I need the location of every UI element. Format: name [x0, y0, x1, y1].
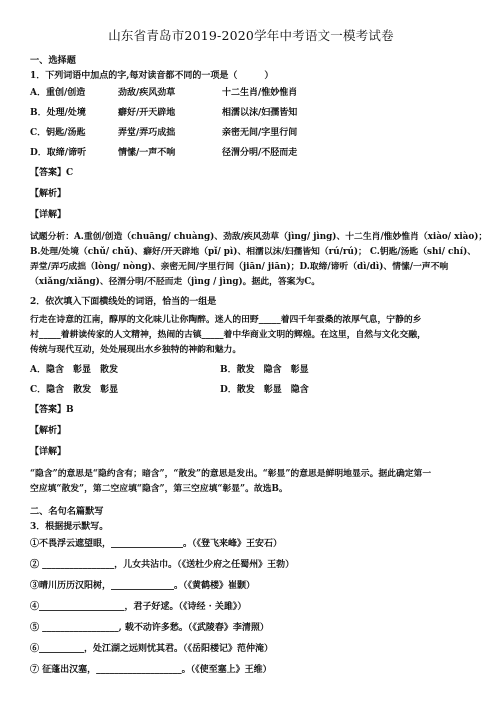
explanation-line: 空应填“散发”，第二空应填“隐含”，第三空应填“彰显”。故选B。 [30, 484, 288, 494]
question-2-analysis-label: 【解析】 [30, 426, 67, 436]
option-c-3: 亲密无间/字里行间 [222, 128, 298, 138]
option-d-3: 径渭分明/不胫而走 [222, 148, 298, 158]
option-b: B．散发 隐含 彰显 [220, 365, 309, 375]
page-title: 山东省青岛市2019-2020学年中考语文一模考试卷 [108, 28, 394, 43]
dictation-item-5: ⑤ _________________, 载不动许多愁。（《武陵春》李清照） [30, 623, 269, 633]
section-heading-dictation: 二、名句名篇默写 [30, 506, 104, 517]
question-1-answer: 【答案】C [30, 168, 74, 178]
option-a: A．隐含 彰显 散发 [30, 365, 118, 375]
option-d-4 [332, 147, 472, 160]
question-1-detail-label: 【详解】 [30, 210, 67, 220]
option-b-2: 癖好/开天辟地 [118, 108, 176, 118]
option-c-4 [332, 127, 472, 140]
question-2-passage [30, 313, 472, 358]
passage-line: 行走在诗意的江南，醇厚的文化味儿让你陶醉。迷人的田野_____着四千年蚕桑的浓厚气息，宁静的乡 [30, 315, 422, 325]
option-a-4 [332, 87, 472, 100]
question-2-answer: 【答案】B [30, 405, 74, 415]
section-heading-choice: 一、选择题 [30, 55, 76, 66]
passage-line: 村_____着耕读传家的人文精神，热闹的古镇_____着中华商业文明的辉煌。在这里，自然与文化交融， [30, 330, 426, 340]
question-2-detail-label: 【详解】 [30, 447, 67, 457]
dictation-item-3: ③晴川历历汉阳树，______________。（《黄鹤楼》崔颢） [30, 581, 256, 591]
option-a-3: 十二生肖/惟妙惟肖 [222, 88, 298, 98]
explanation-line: “隐含”的意思是“隐约含有；暗含”，“散发”的意思是发出。“彰显”的意思是鲜明地显示。据此确定第一 [30, 469, 432, 479]
explanation-line: （xiǎng/xiǎng)、径渭分明/不胫而走（jìng / jìng)。据此，答案为C。 [30, 277, 321, 287]
explanation-line: 试题分析：A.重创/创造（chuāng/ chuàng)、劲敌/疾风劲草（jìng/ jìng)、十二生肖/惟妙惟肖（xiào/ xiào)； [30, 232, 488, 242]
option-c-2: 弄堂/弄巧成拙 [118, 128, 176, 138]
option-d: D．散发 彰显 隐含 [220, 385, 309, 395]
question-2-options-cd [30, 384, 472, 397]
explanation-line: B.处理/处境（chǔ/ chǔ)、癖好/开天辟地（pǐ/ pì)、相濡以沫/妇孺皆知（rú/rú)； C.钥匙/汤匙（shi/ chí)、 [30, 247, 477, 257]
question-3-stem: 3．根据提示默写。 [30, 522, 109, 532]
dictation-item-2: ② ________________，儿女共沾巾。（《送杜少府之任蜀州》王勃） [30, 560, 295, 570]
option-b-3: 相濡以沫/妇孺皆知 [222, 108, 298, 118]
question-2-options-ab [30, 364, 472, 377]
dictation-item-1: ①不畏浮云遮望眼，________________。（《登飞来峰》王安石） [30, 539, 283, 549]
question-2-stem: 2．依次填入下面横线处的词语，恰当的一组是 [30, 297, 217, 307]
question-1-analysis-label: 【解析】 [30, 189, 67, 199]
option-c: C．隐含 散发 彰显 [30, 385, 119, 395]
dictation-item-6: ⑥__________，处江湖之远则忧其君。（《岳阳楼记》范仲淹） [30, 644, 274, 654]
dictation-item-4: ④___________________，君子好逑。（《诗经 · 关雎》） [30, 602, 247, 612]
question-1-stem: 1．下列词语中加点的字,每对读音都不同的一项是（ ） [30, 71, 274, 81]
option-a-2: 劲敌/疾风劲草 [118, 88, 176, 98]
question-1-options [30, 87, 472, 100]
option-b-4 [332, 107, 472, 120]
question-1-explanation [30, 230, 488, 290]
option-d-1: D．取缔/谛听 [30, 148, 87, 158]
option-d-2: 情愫/一声不响 [118, 148, 176, 158]
question-2-explanation [30, 467, 472, 497]
option-b-1: B．处理/处境 [30, 108, 86, 118]
question-1-options-b [30, 107, 472, 120]
explanation-line: 弄堂/弄巧成拙（lòng/ nòng)、亲密无间/字里行间（jiān/ jiān)；D.取缔/谛听（dì/dì)、情愫/一声不响 [30, 262, 449, 272]
question-1-options-d [30, 147, 472, 160]
passage-line: 传统与现代互动，处处展现出水乡独特的神韵和魅力。 [30, 345, 242, 355]
question-1-options-c [30, 127, 472, 140]
dictation-item-7: ⑦ 征蓬出汉塞，___________________。（《使至塞上》王维） [30, 665, 272, 675]
option-a-1: A．重创/创造 [30, 88, 86, 98]
option-c-1: C．钥匙/汤匙 [30, 128, 86, 138]
